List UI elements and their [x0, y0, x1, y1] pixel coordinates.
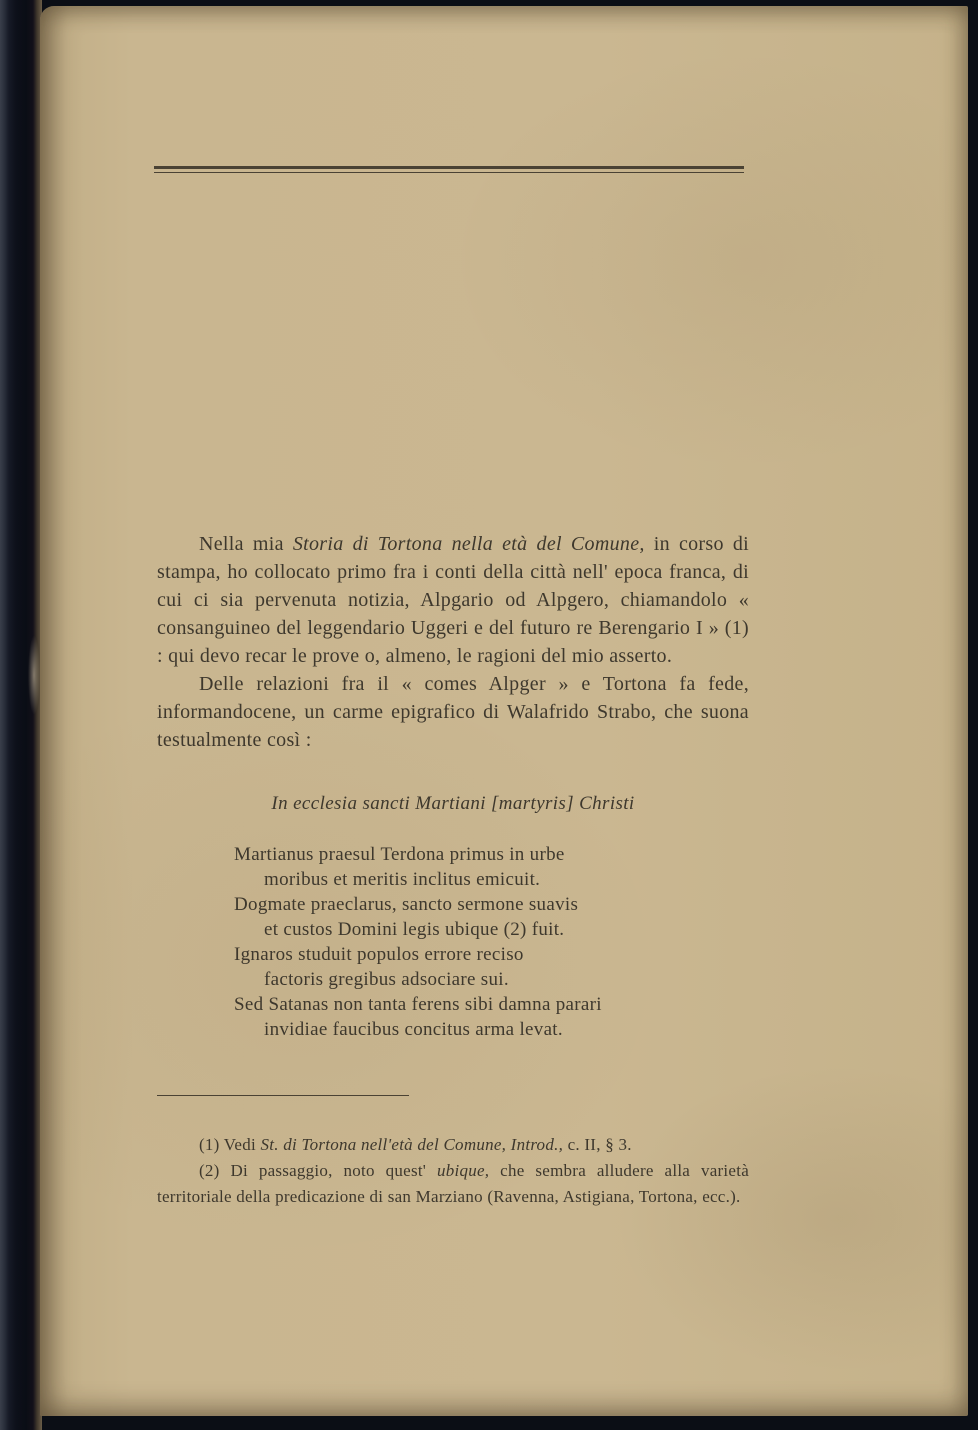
- verse-line: et custos Domini legis ubique (2) fuit.: [264, 919, 565, 940]
- text-run-italic: St. di Tortona nell'età del Comune, Introd.,: [260, 1135, 564, 1154]
- verse-line: moribus et meritis inclitus emicuit.: [264, 869, 541, 890]
- footnote-1: [157, 1132, 749, 1158]
- verse-block: [234, 842, 749, 1042]
- verse-line: invidiae faucibus concitus arma levat.: [264, 1019, 563, 1040]
- verse-line: factoris gregibus adsociare sui.: [264, 969, 509, 990]
- page-edge-highlight: [28, 636, 40, 714]
- text-run: c. II, § 3.: [563, 1135, 632, 1154]
- text-run: in corso di stampa, ho collocato primo fra i conti della città nell' epoca franca, di cui ci sia pervenuta notizia, Alpgario od Alpgero, chiamandolo « consanguineo del leggendario Uggeri e del futuro re Berengario I » (1) : qui devo recar le prove o, almeno, le ragioni del mio asserto.: [157, 533, 749, 667]
- book-spine: [0, 0, 42, 1430]
- epigraph-title: In ecclesia sancti Martiani [martyris] Christi: [271, 793, 635, 814]
- footnotes-block: [157, 1132, 749, 1210]
- body-text: [157, 530, 749, 1042]
- text-run-italic: Storia di Tortona nella età del Comune,: [292, 533, 645, 555]
- verse-line: Sed Satanas non tanta ferens sibi damna parari: [234, 994, 602, 1015]
- paragraph-1: [157, 530, 749, 670]
- text-run: (2) Di passaggio, noto quest': [199, 1161, 437, 1180]
- footnote-2: [157, 1158, 749, 1210]
- verse-line: Martianus praesul Terdona primus in urbe: [234, 844, 565, 865]
- footnote-separator: [157, 1095, 409, 1096]
- verse-line: Dogmate praeclarus, sancto sermone suavis: [234, 894, 579, 915]
- text-run: Delle relazioni fra il « comes Alpger » e Tortona fa fede, informandocene, un carme epigrafico di Walafrido Strabo, che suona testualmente così :: [157, 673, 749, 751]
- text-run: Nella mia: [199, 533, 293, 555]
- page-paper: [40, 6, 968, 1416]
- header-double-rule: [154, 166, 744, 173]
- verse-line: Ignaros studuit populos errore reciso: [234, 944, 524, 965]
- text-run-italic: ubique,: [437, 1161, 490, 1180]
- text-run: (1) Vedi: [199, 1135, 261, 1154]
- text-run: che sembra alludere alla varietà territoriale della predicazione di san Marziano (Ravenna, Astigiana, Tortona, ecc.).: [157, 1161, 749, 1206]
- paragraph-2: [157, 670, 749, 754]
